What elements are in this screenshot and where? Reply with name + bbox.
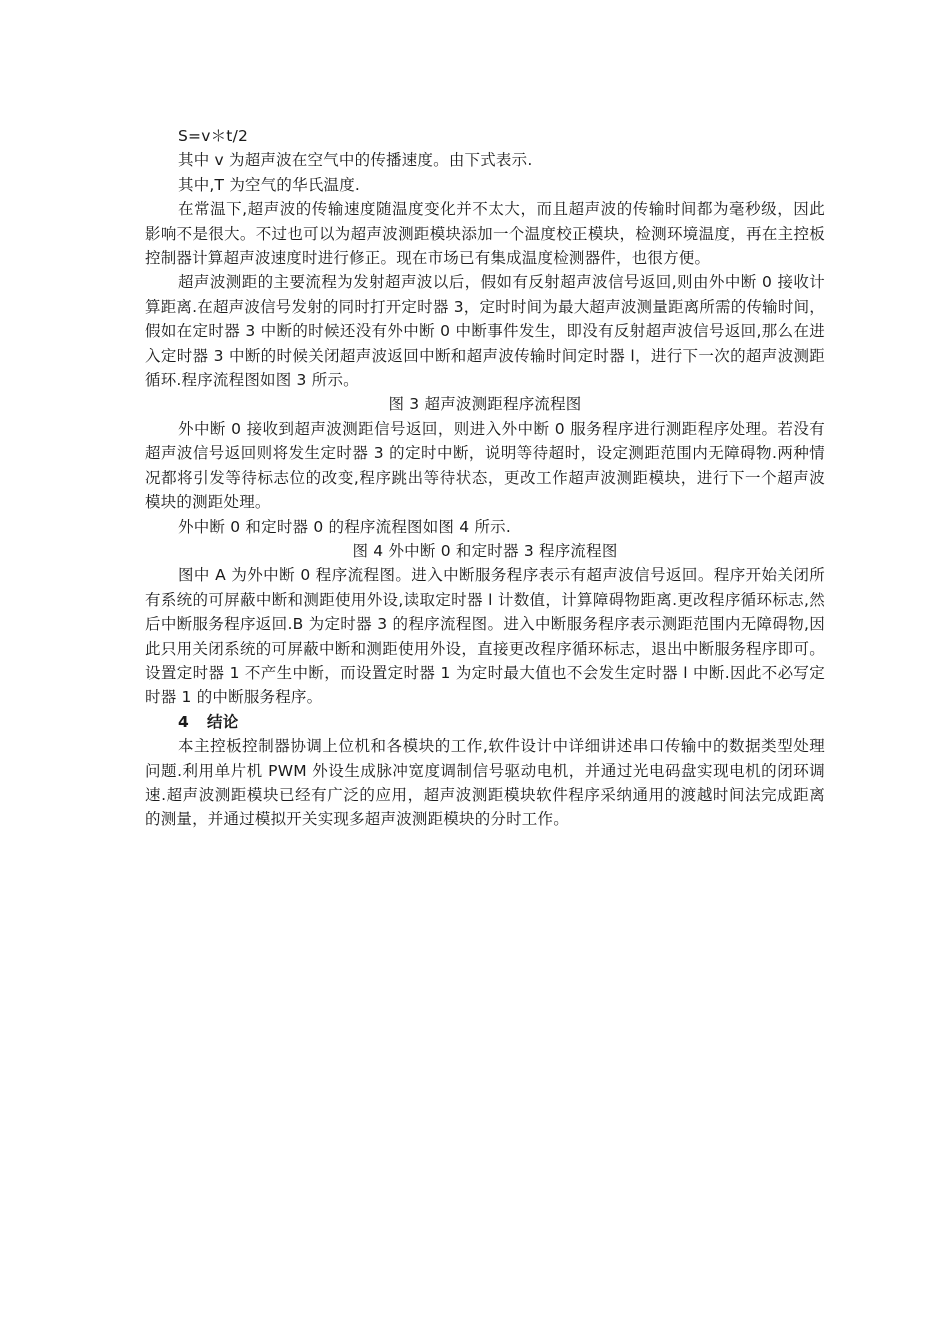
- figure-3-caption: 图 3 超声波测距程序流程图: [388, 395, 582, 414]
- section-number: 4: [178, 712, 189, 731]
- paragraph-figure-4-intro: 外中断 0 和定时器 0 的程序流程图如图 4 所示.: [178, 517, 511, 536]
- paragraph-normal-temperature: 在常温下,超声波的传输速度随温度变化并不太大，而且超声波的传输时间都为毫秒级，因此影响不是很大。不过也可以为超声波测距模块添加一个温度校正模块，检测环境温度，再在主控板控制器计算超声波速度时进行修正。现在市场已有集成温度检测器件，也很方便。: [145, 200, 825, 268]
- paragraph-v-speed: 其中 v 为超声波在空气中的传播速度。由下式表示.: [178, 151, 533, 170]
- paragraph-main-flow: 超声波测距的主要流程为发射超声波以后，假如有反射超声波信号返回,则由外中断 0 接收计算距离.在超声波信号发射的同时打开定时器 3，定时时间为最大超声波测量距离所需的传输时间，假如在定时器 3 中断的时候还没有外中断 0 中断事件发生，即没有反射超声波信号返回,那么在进入定时器 3 中断的时候关闭超声波返回中断和超声波传输时间定时器 l，进行下一次的超声波测距循环.程序流程图如图 3 所示。: [145, 273, 825, 390]
- paragraph-figure-a-b: 图中 A 为外中断 0 程序流程图。进入中断服务程序表示有超声波信号返回。程序开始关闭所有系统的可屏蔽中断和测距使用外设,读取定时器 l 计数值，计算障碍物距离.更改程序循环标志,然后中断服务程序返回.B 为定时器 3 的程序流程图。进入中断服务程序表示测距范围内无障碍物,因此只用关闭系统的可屏蔽中断和测距使用外设，直接更改程序循环标志，退出中断服务程序即可。设置定时器 1 不产生中断，而设置定时器 1 为定时最大值也不会发生定时器 l 中断.因此不必写定时器 1 的中断服务程序。: [145, 566, 825, 707]
- figure-4-caption: 图 4 外中断 0 和定时器 3 程序流程图: [352, 541, 618, 560]
- paragraph-t-temperature: 其中,T 为空气的华氏温度.: [178, 175, 361, 194]
- document-body: [145, 124, 825, 832]
- section-title: 结论: [207, 712, 239, 731]
- paragraph-conclusion: 本主控板控制器协调上位机和各模块的工作,软件设计中详细讲述串口传输中的数据类型处理问题.利用单片机 PWM 外设生成脉冲宽度调制信号驱动电机，并通过光电码盘实现电机的闭环调速.超声波测距模块已经有广泛的应用，超声波测距模块软件程序采纳通用的渡越时间法完成距离的测量，并通过模拟开关实现多超声波测距模块的分时工作。: [145, 737, 825, 829]
- section-heading-conclusion: [145, 710, 825, 734]
- formula-line: S=v＊t/2: [178, 127, 249, 145]
- paragraph-external-interrupt-0: 外中断 0 接收到超声波测距信号返回，则进入外中断 0 服务程序进行测距程序处理。若没有超声波信号返回则将发生定时器 3 的定时中断，说明等待超时，设定测距范围内无障碍物.两种情况都将引发等待标志位的改变,程序跳出等待状态，更改工作超声波测距模块，进行下一个超声波模块的测距处理。: [145, 419, 825, 512]
